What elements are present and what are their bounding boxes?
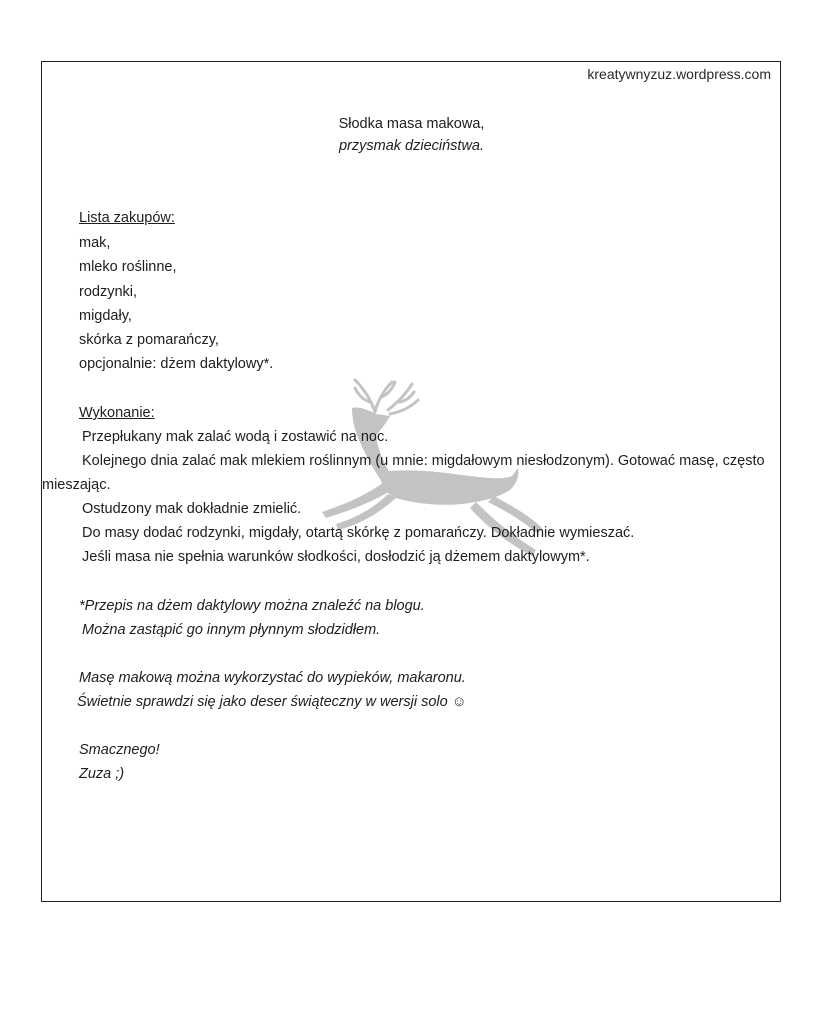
list-item: opcjonalnie: dżem daktylowy*.	[79, 356, 274, 372]
list-item: rodzynki,	[79, 284, 138, 300]
recipe-subtitle: przysmak dzieciństwa.	[338, 138, 485, 154]
list-item: skórka z pomarańczy,	[79, 332, 219, 348]
method-step: Przepłukany mak zalać wodą i zostawić na noc.	[82, 429, 389, 445]
method-step: Do masy dodać rodzynki, migdały, otartą skórkę z pomarańczy. Dokładnie wymieszać.	[82, 525, 635, 541]
method-heading: Wykonanie:	[79, 405, 155, 421]
recipe-title: Słodka masa makowa,	[338, 116, 485, 132]
method-step-continuation: mieszając.	[42, 477, 111, 493]
method-step: Kolejnego dnia zalać mak mlekiem roślinnym (u mnie: migdałowym niesłodzonym). Gotować masę, często	[82, 453, 765, 469]
shopping-heading: Lista zakupów:	[79, 210, 175, 226]
footnote-line: Można zastąpić go innym płynnym słodzidłem.	[82, 622, 381, 638]
signoff-author: Zuza ;)	[79, 766, 125, 782]
signoff-greeting: Smacznego!	[79, 742, 160, 758]
method-step: Ostudzony mak dokładnie zmielić.	[82, 501, 302, 517]
usage-line: Świetnie sprawdzi się jako deser świąteczny w wersji solo ☺	[77, 694, 467, 710]
list-item: migdały,	[79, 308, 132, 324]
usage-line: Masę makową można wykorzystać do wypieków, makaronu.	[79, 670, 466, 686]
list-item: mak,	[79, 235, 111, 251]
list-item: mleko roślinne,	[79, 259, 177, 275]
site-url: kreatywnyzuz.wordpress.com	[587, 66, 771, 82]
method-step: Jeśli masa nie spełnia warunków słodkości, dosłodzić ją dżemem daktylowym*.	[82, 549, 590, 565]
footnote-line: *Przepis na dżem daktylowy można znaleźć na blogu.	[79, 598, 425, 614]
